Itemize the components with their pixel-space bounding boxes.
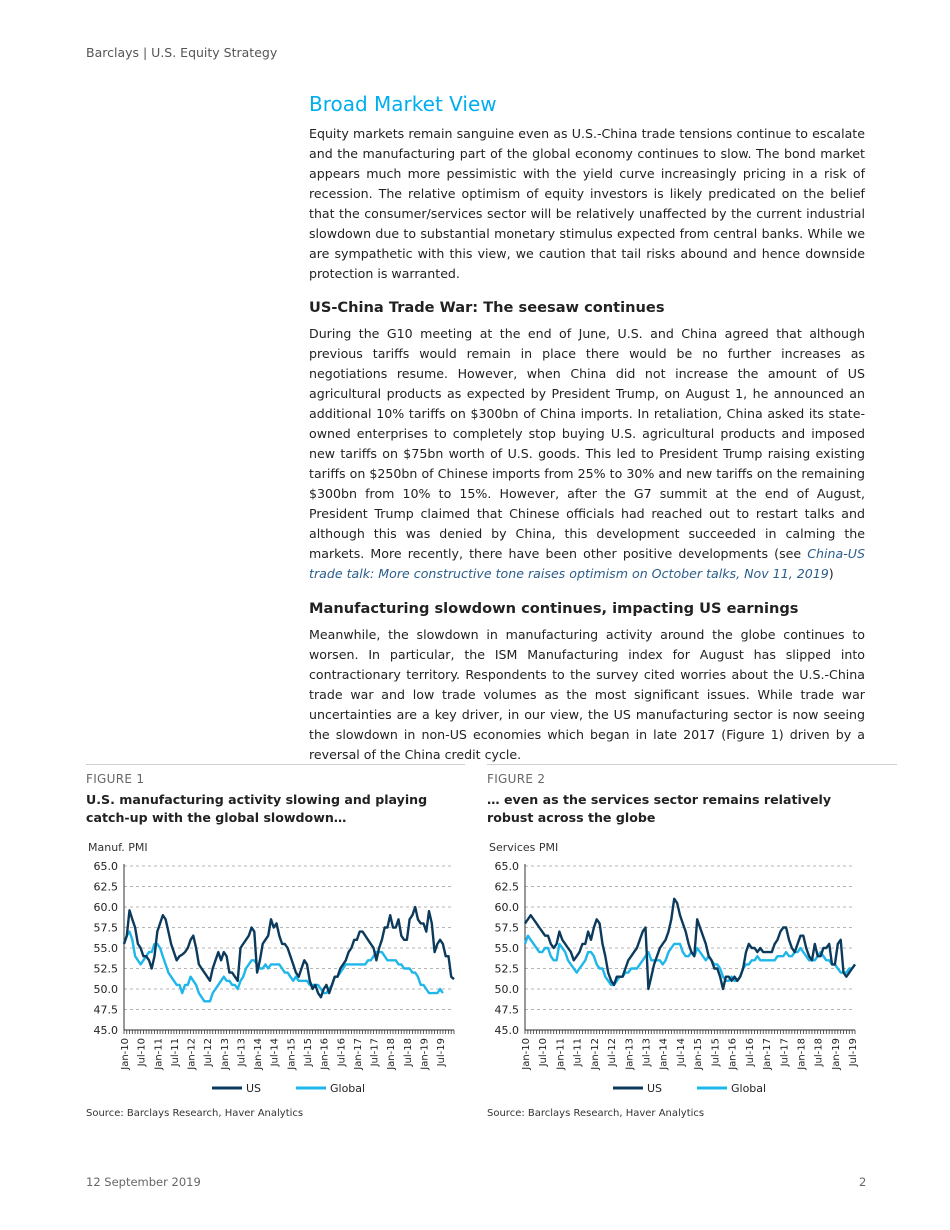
x-tick-label: Jul-17 bbox=[779, 1038, 791, 1067]
x-tick-label: Jul-12 bbox=[203, 1038, 215, 1067]
manufacturing-pmi-chart bbox=[80, 834, 470, 1104]
x-tick-label: Jul-13 bbox=[641, 1038, 653, 1067]
trade-war-paragraph bbox=[309, 324, 865, 584]
y-tick-label: 50.0 bbox=[93, 983, 118, 996]
y-tick-label: 50.0 bbox=[494, 983, 519, 996]
figure2-source: Source: Barclays Research, Haver Analytics bbox=[487, 1108, 705, 1119]
figure1-source: Source: Barclays Research, Haver Analytics bbox=[86, 1108, 304, 1119]
page-number: 2 bbox=[859, 1175, 867, 1189]
y-tick-label: 55.0 bbox=[494, 942, 519, 955]
legend-label-us: US bbox=[647, 1082, 663, 1095]
x-tick-label: Jan-17 bbox=[762, 1038, 774, 1070]
figure1-rule bbox=[86, 764, 465, 765]
manufacturing-heading: Manufacturing slowdown continues, impacting US earnings bbox=[309, 600, 799, 617]
legend-label-global: Global bbox=[330, 1082, 366, 1095]
y-tick-label: 55.0 bbox=[93, 942, 118, 955]
x-tick-label: Jul-16 bbox=[744, 1038, 756, 1067]
x-tick-label: Jan-13 bbox=[624, 1038, 636, 1070]
y-tick-label: 47.5 bbox=[494, 1003, 519, 1017]
y-tick-label: 62.5 bbox=[494, 880, 519, 894]
y-tick-label: 57.5 bbox=[494, 921, 519, 935]
x-tick-label: Jul-11 bbox=[572, 1038, 584, 1067]
figure1-label: FIGURE 1 bbox=[86, 772, 145, 786]
x-tick-label: Jul-14 bbox=[269, 1038, 281, 1067]
x-tick-label: Jul-19 bbox=[436, 1038, 448, 1067]
y-tick-label: 60.0 bbox=[93, 901, 118, 914]
trade-war-heading: US-China Trade War: The seesaw continues bbox=[309, 299, 665, 316]
y-tick-label: 60.0 bbox=[494, 901, 519, 914]
y-axis-label: Services PMI bbox=[489, 841, 559, 854]
trade-war-close: ) bbox=[828, 566, 834, 581]
series-line-us bbox=[525, 899, 855, 989]
x-tick-label: Jul-15 bbox=[303, 1038, 315, 1067]
x-tick-label: Jul-18 bbox=[813, 1038, 825, 1067]
legend-label-global: Global bbox=[731, 1082, 767, 1095]
y-tick-label: 65.0 bbox=[494, 860, 519, 873]
figure2-title: … even as the services sector remains relatively robust across the globe bbox=[487, 792, 832, 825]
x-tick-label: Jul-11 bbox=[169, 1038, 181, 1067]
x-tick-label: Jan-13 bbox=[219, 1038, 231, 1070]
y-tick-label: 52.5 bbox=[93, 962, 118, 976]
y-tick-label: 52.5 bbox=[494, 962, 519, 976]
manufacturing-paragraph: Meanwhile, the slowdown in manufacturing activity around the globe continues to worsen. In particular, the ISM Manufacturing index for August has slipped into contractionary territory. Respondents to the survey cited worries about the U.S.-China trade war and low trade volumes as the most significant issues. While trade war uncertainties are a key driver, in our view, the US manufacturing sector is now seeing the slowdown in non-US economies which began in late 2017 (Figure 1) driven by a reversal of the China credit cycle. bbox=[309, 627, 865, 762]
x-tick-label: Jan-11 bbox=[555, 1038, 567, 1070]
y-tick-label: 45.0 bbox=[494, 1024, 519, 1037]
x-tick-label: Jan-17 bbox=[352, 1038, 364, 1070]
x-tick-label: Jul-10 bbox=[136, 1038, 148, 1067]
x-tick-label: Jan-18 bbox=[386, 1038, 398, 1070]
x-tick-label: Jan-12 bbox=[589, 1038, 601, 1070]
intro-paragraph: Equity markets remain sanguine even as U.S.-China trade tensions continue to escalate and the manufacturing part of the global economy continues to slow. The bond market appears much more pessimistic with the yield curve increasingly pricing in a risk of recession. The relative optimism of equity investors is likely predicated on the belief that the consumer/services sector will be relatively unaffected by the current industrial slowdown due to substantial monetary stimulus expected from central banks. While we are sympathetic with this view, we caution that tail risks abound and hence downside protection is warranted. bbox=[309, 126, 865, 281]
section-title: Broad Market View bbox=[309, 92, 497, 116]
x-tick-label: Jul-10 bbox=[538, 1038, 550, 1067]
y-tick-label: 45.0 bbox=[93, 1024, 118, 1037]
x-tick-label: Jul-18 bbox=[402, 1038, 414, 1067]
x-tick-label: Jan-19 bbox=[419, 1038, 431, 1070]
y-axis-label: Manuf. PMI bbox=[88, 841, 148, 854]
services-pmi-chart bbox=[481, 834, 871, 1104]
x-tick-label: Jan-15 bbox=[693, 1038, 705, 1070]
legend-label-us: US bbox=[246, 1082, 262, 1095]
x-tick-label: Jan-18 bbox=[796, 1038, 808, 1070]
x-tick-label: Jul-19 bbox=[848, 1038, 860, 1067]
x-tick-label: Jul-15 bbox=[710, 1038, 722, 1067]
trade-talk-link[interactable]: China-US trade talk: More constructive tone raises optimism on October talks, Nov 11, 2019 bbox=[309, 546, 865, 581]
x-tick-label: Jan-16 bbox=[727, 1038, 739, 1070]
x-tick-label: Jul-14 bbox=[675, 1038, 687, 1067]
footer-date: 12 September 2019 bbox=[86, 1175, 201, 1189]
trade-war-text: During the G10 meeting at the end of June, U.S. and China agreed that although previous tariffs would remain in place there would be no further increases as negotiations resume. However, when China did not increase the amount of US agricultural products as expected by President Trump, on August 1, he announced an additional 10% tariffs on $300bn of China imports. In retaliation, China asked its state-owned enterprises to completely stop buying U.S. agricultural products and imposed new tariffs on $75bn worth of U.S. goods. This led to President Trump raising existing tariffs on $250bn of Chinese imports from 25% to 30% and new tariffs on the remaining $300bn from 10% to 15%. However, after the G7 summit at the end of August, President Trump claimed that Chinese officials had reached out to restart talks and although this was denied by China, this development succeeded in calming the markets. More recently, there have been other positive developments (see bbox=[309, 326, 865, 561]
series-line-us bbox=[124, 907, 454, 997]
figure1-title: U.S. manufacturing activity slowing and playing catch-up with the global slowdown… bbox=[86, 792, 428, 825]
x-tick-label: Jul-17 bbox=[369, 1038, 381, 1067]
x-tick-label: Jan-14 bbox=[253, 1038, 265, 1070]
x-tick-label: Jan-16 bbox=[319, 1038, 331, 1070]
y-tick-label: 62.5 bbox=[93, 880, 118, 894]
x-tick-label: Jul-16 bbox=[336, 1038, 348, 1067]
x-tick-label: Jan-12 bbox=[186, 1038, 198, 1070]
y-tick-label: 47.5 bbox=[93, 1003, 118, 1017]
running-header: Barclays | U.S. Equity Strategy bbox=[86, 45, 278, 60]
x-tick-label: Jan-14 bbox=[658, 1038, 670, 1070]
x-tick-label: Jan-10 bbox=[521, 1038, 532, 1070]
x-tick-label: Jan-15 bbox=[286, 1038, 298, 1070]
x-tick-label: Jul-12 bbox=[607, 1038, 619, 1067]
x-tick-label: Jan-19 bbox=[830, 1038, 842, 1070]
figure2-rule bbox=[487, 764, 897, 765]
x-tick-label: Jan-10 bbox=[120, 1038, 131, 1070]
x-tick-label: Jul-13 bbox=[236, 1038, 248, 1067]
figure2-label: FIGURE 2 bbox=[487, 772, 546, 786]
y-tick-label: 57.5 bbox=[93, 921, 118, 935]
y-tick-label: 65.0 bbox=[93, 860, 118, 873]
x-tick-label: Jan-11 bbox=[153, 1038, 165, 1070]
